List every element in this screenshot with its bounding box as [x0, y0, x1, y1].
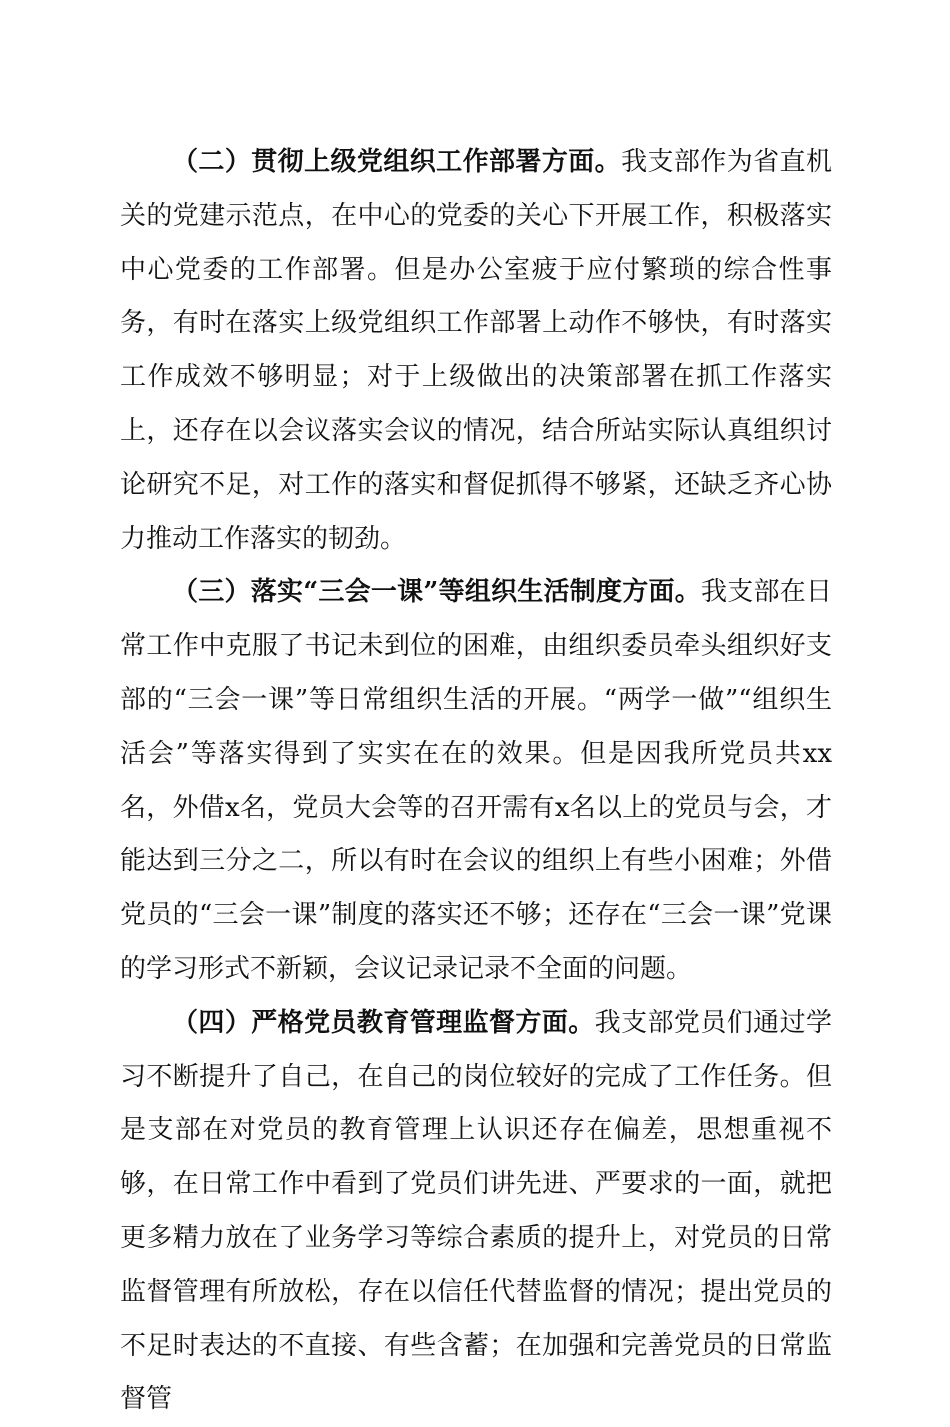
section-heading: （四）严格党员教育管理监督方面。: [172, 1007, 595, 1038]
section-body: 我支部作为省直机关的党建示范点，在中心的党委的关心下开展工作，积极落实中心党委的工作部署。但是办公室疲于应付繁琐的综合性事务，有时在落实上级党组织工作部署上动作不够快，有时落实工作成效不够明显；对于上级做出的决策部署在抓工作落实上，还存在以会议落实会议的情况，结合所站实际认真组织讨论研究不足，对工作的落实和督促抓得不够紧，还缺乏齐心协力推动工作落实的韧劲。: [120, 147, 832, 554]
section-heading: （二）贯彻上级党组织工作部署方面。: [172, 147, 622, 177]
section-body: 我支部党员们通过学习不断提升了自己，在自己的岗位较好的完成了工作任务。但是支部在对党员的教育管理上认识还存在偏差，思想重视不够，在日常工作中看到了党员们讲先进、严要求的一面，就把更多精力放在了业务学习等综合素质的提升上，对党员的日常监督管理有所放松，存在以信任代替监督的情况；提出党员的不足时表达的不直接、有些含蓄；在加强和完善党员的日常监督管: [120, 1007, 832, 1415]
document-body: [120, 136, 832, 1427]
paragraph-section-2: [120, 136, 832, 566]
paragraph-section-4: [120, 997, 832, 1427]
paragraph-section-3: [120, 566, 832, 996]
section-heading: （三）落实“三会一课”等组织生活制度方面。: [172, 577, 702, 608]
section-body: 我支部在日常工作中克服了书记未到位的困难，由组织委员牵头组织好支部的“三会一课”等日常组织生活的开展。“两学一做”“组织生活会”等落实得到了实实在在的效果。但是因我所党员共xx名，外借x名，党员大会等的召开需有x名以上的党员与会，才能达到三分之二，所以有时在会议的组织上有些小困难；外借党员的“三会一课”制度的落实还不够；还存在“三会一课”党课的学习形式不新颖，会议记录记录不全面的问题。: [120, 577, 832, 984]
